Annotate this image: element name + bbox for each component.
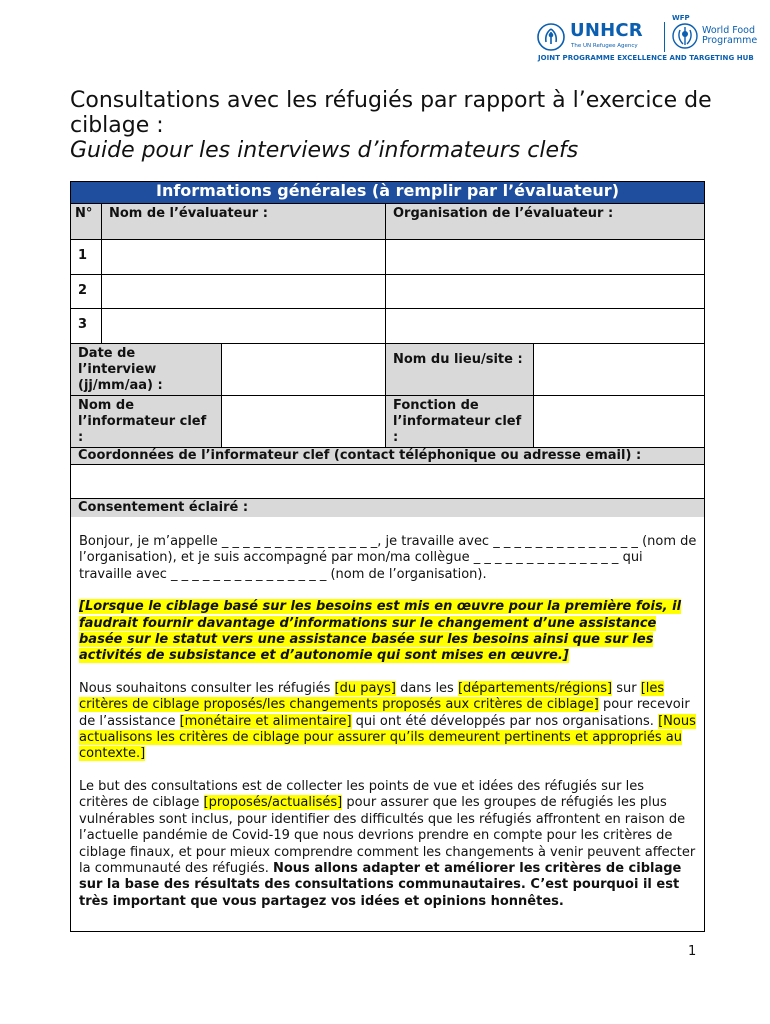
informant-name-field[interactable] (222, 396, 386, 448)
hub-caption: JOINT PROGRAMME EXCELLENCE AND TARGETING HUB (538, 54, 754, 62)
place-name-field[interactable] (534, 344, 704, 396)
highlight-proposed: [proposés/actualisés] (203, 795, 343, 811)
interview-date-label: Date de l’interview (jj/mm/aa) : (71, 344, 222, 396)
evaluator-name-field-3[interactable] (102, 309, 386, 344)
contact-label: Coordonnées de l’informateur clef (contact téléphonique ou adresse email) : (71, 448, 704, 465)
row-number-1: 1 (71, 240, 102, 275)
evaluator-name-header: Nom de l’évaluateur : (102, 204, 386, 240)
consent-goal-paragraph: Le but des consultations est de collecter les points de vue et idées des réfugiés sur les critères de ciblage [proposés/actualisés] pour assurer que les groupes de réfugiés les plus vulnérables sont inclus, pour identifier des difficultés que les réfugiés affrontent en raison de l’actuelle pandémie de Covid-19 que nous devrions prendre en compte pour les critères de ciblage finaux, et pour mieux comprendre comment les changements à venir peuvent affecter la communauté des réfugiés. Nous allons adapter et améliorer les critères de ciblage sur la base des résultats des consultations communautaires. C’est pourquoi il est très important que vous partagez vos idées et opinions honnêtes. (79, 778, 696, 909)
evaluator-org-header: Organisation de l’évaluateur : (386, 204, 704, 240)
row-number-3: 3 (71, 309, 102, 344)
wfp-emblem-icon (671, 22, 699, 50)
consent-label: Consentement éclairé : (71, 499, 704, 517)
general-info-form (70, 181, 705, 932)
number-column-header: N° (71, 204, 102, 240)
logo-separator (664, 22, 665, 52)
row-number-2: 2 (71, 275, 102, 309)
evaluator-name-field-2[interactable] (102, 275, 386, 309)
evaluator-org-field-1[interactable] (386, 240, 704, 275)
consent-purpose-paragraph: Nous souhaitons consulter les réfugiés [du pays] dans les [départements/régions] sur [les critères de ciblage proposés/les changements proposés aux critères de ciblage] pour recevoir de l’assistance [monétaire et alimentaire] qui ont été développés par nos organisations. [Nous actualisons les critères de ciblage pour assurer qu’ils demeurent pertinents et appropriés au contexte.] (79, 680, 696, 762)
informant-role-label: Fonction de l’informateur clef : (386, 396, 534, 448)
document-title: Consultations avec les réfugiés par rapport à l’exercice de ciblage : (70, 88, 712, 138)
instruction-highlight: [Lorsque le ciblage basé sur les besoins est mis en œuvre pour la première fois, il faudrait fournir davantage d’informations sur le changement d’une assistance basée sur le statut vers une assistance basée sur les besoins ainsi que sur les activités de subsistance et d’autonomie qui sont mises en œuvre.] (79, 599, 682, 664)
evaluator-name-field-1[interactable] (102, 240, 386, 275)
wfp-name: World Food Programme (702, 25, 758, 46)
wfp-tag: WFP (672, 14, 690, 22)
highlight-update: [Nous actualisons les critères de ciblage pour assurer qu’ils demeurent pertinents et appropriés au contexte.] (79, 713, 696, 762)
consent-intro-paragraph: Bonjour, je m’appelle _ _ _ _ _ _ _ _ _ _ _ _ _ _ _, je travaille avec _ _ _ _ _ _ _ _ _ _ _ _ _ _ (nom de l’organisation), et je suis accompagné par mon/ma collègue _ _ _ _ _ _ _ _ _ _ _ _ _ _ qui travaille avec _ _ _ _ _ _ _ _ _ _ _ _ _ _ _ (nom de l’organisation). (79, 534, 697, 582)
consent-bold-statement: Nous allons adapter et améliorer les critères de ciblage sur la base des résultats des consultations communautaires. C’est pourquoi il est très important que vous partagez vos idées et opinions honnêtes. (79, 860, 682, 909)
highlight-criteria: [les critères de ciblage proposés/les changements proposés aux critères de ciblage] (79, 680, 665, 713)
page-number: 1 (688, 944, 697, 959)
unhcr-subtitle: The UN Refugee Agency (571, 43, 638, 49)
unhcr-emblem-icon (536, 22, 566, 52)
consent-instruction-paragraph (79, 599, 697, 665)
informant-name-label: Nom de l’informateur clef : (71, 396, 222, 448)
highlight-assistance-type: [monétaire et alimentaire] (179, 713, 352, 729)
consent-text (79, 534, 697, 926)
unhcr-name: UNHCR (570, 20, 643, 41)
highlight-regions: [départements/régions] (457, 680, 613, 696)
interview-date-field[interactable] (222, 344, 386, 396)
evaluator-org-field-2[interactable] (386, 275, 704, 309)
place-name-label: Nom du lieu/site : (386, 344, 534, 396)
contact-field[interactable] (71, 465, 704, 499)
evaluator-org-field-3[interactable] (386, 309, 704, 344)
document-subtitle: Guide pour les interviews d’informateurs clefs (70, 138, 579, 163)
highlight-country: [du pays] (334, 680, 396, 696)
form-banner: Informations générales (à remplir par l’évaluateur) (71, 182, 704, 204)
informant-role-field[interactable] (534, 396, 704, 448)
